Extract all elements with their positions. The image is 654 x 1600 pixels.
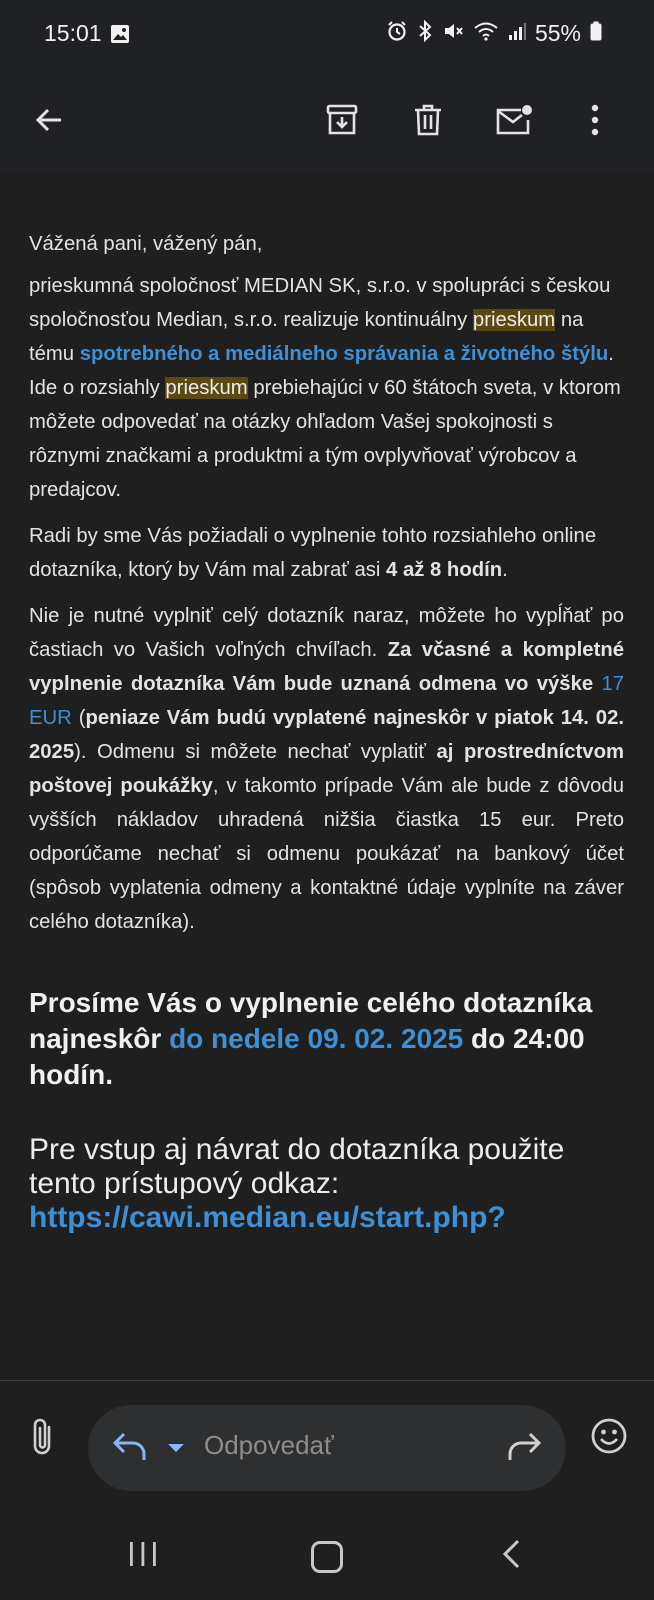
text: Radi by sme Vás požiadali o vyplnenie tohto rozsiahleho online dotazníka, ktorý by Vám mal zabrať asi [29, 525, 597, 581]
reply-input[interactable] [88, 1405, 566, 1491]
paragraph-duration [29, 519, 624, 587]
text: do 24:00 hodín. [29, 1023, 585, 1090]
text: prieskumná spoločnosť MEDIAN SK, s.r.o. v spolupráci s českou spoločnosťou Median, s.r.o. realizuje kontinuálny [29, 275, 611, 331]
postal-order-text: aj prostredníctvom poštovej poukážky [29, 741, 624, 797]
wifi-icon [473, 20, 499, 47]
delete-button[interactable] [402, 96, 454, 148]
email-toolbar [0, 70, 654, 173]
back-arrow-icon [33, 104, 65, 141]
system-nav-bar [0, 1520, 654, 1600]
archive-icon [325, 103, 359, 142]
paperclip-icon [29, 1417, 55, 1462]
text: . Ide o rozsiahly [29, 343, 614, 399]
topic-link[interactable]: spotrebného a mediálneho správania a životného štýlu [79, 343, 609, 365]
text: , v takomto prípade Vám ale bude z dôvodu vyšších nákladov uhradená nižšia čiastka 15 eur. Preto odporúčame nechať si odmenu poukázať na bankový účet (spôsob vyplatenia odmeny a kontaktné údaje vyplníte na záver celého dotazníka). [29, 775, 624, 933]
reward-text: Za včasné a kompletné vyplnenie dotazníka Vám bude uznaná odmena vo výške [29, 639, 624, 695]
image-icon [110, 24, 130, 49]
text: ). Odmenu si môžete nechať vyplatiť [74, 741, 437, 763]
mark-unread-icon [495, 104, 533, 141]
text: ( [71, 707, 86, 729]
emoji-button[interactable] [590, 1417, 628, 1460]
battery-icon [590, 21, 602, 46]
search-highlight: prieskum [472, 309, 556, 331]
greeting: Vážená pani, vážený pán, [29, 233, 263, 255]
archive-button[interactable] [316, 96, 368, 148]
access-heading [29, 1133, 624, 1235]
attach-button[interactable] [22, 1411, 62, 1467]
paragraph-intro [29, 269, 624, 507]
nav-back-icon[interactable] [500, 1538, 522, 1575]
email-body [29, 227, 624, 1235]
signal-icon [508, 21, 526, 46]
alarm-icon [386, 20, 408, 47]
mute-icon [442, 20, 464, 47]
recent-apps-icon[interactable] [128, 1539, 158, 1574]
search-highlight: prieskum [165, 377, 248, 399]
home-icon[interactable] [311, 1541, 343, 1573]
more-options-button[interactable] [569, 96, 621, 148]
text: Pre vstup aj návrat do dotazníka použite tento prístupový odkaz: [29, 1133, 565, 1200]
text: Prosíme Vás o vyplnenie celého dotazníka najneskôr [29, 987, 593, 1054]
deadline-heading [29, 985, 624, 1093]
reply-bar [0, 1381, 654, 1520]
trash-icon [412, 103, 444, 142]
status-icons [386, 20, 602, 47]
status-time: 15:01 [44, 20, 102, 46]
text: na tému [29, 309, 584, 365]
forward-icon[interactable] [506, 1430, 542, 1469]
text: prebiehajúci v 60 štátoch sveta, v ktorom môžete odpovedať na otázky ohľadom Vašej spokojnosti s rôznymi značkami a produktmi a tým ovplyvňovať výrobcov a predajcov. [29, 377, 621, 501]
more-vert-icon [590, 104, 600, 141]
emoji-icon [590, 1442, 628, 1459]
paragraph-reward [29, 599, 624, 939]
reward-amount-link[interactable]: 17 EUR [29, 673, 624, 729]
reply-icon[interactable] [112, 1430, 148, 1469]
back-button[interactable] [23, 96, 75, 148]
chevron-down-icon[interactable] [166, 1441, 186, 1459]
bluetooth-icon [417, 20, 433, 47]
battery-percent: 55% [534, 20, 581, 46]
deadline-link[interactable]: do nedele 09. 02. 2025 [169, 1023, 464, 1054]
reply-placeholder: Odpovedať [204, 1430, 334, 1460]
text: Nie je nutné vyplniť celý dotazník naraz, môžete ho vypĺňať po častiach vo Vašich voľných chvíľach. [29, 605, 624, 661]
email-content[interactable] [0, 173, 654, 1380]
mark-unread-button[interactable] [488, 96, 540, 148]
text: . [502, 559, 508, 581]
status-bar [0, 0, 654, 70]
payout-date-text: peniaze Vám budú vyplatené najneskôr v piatok 14. 02. 2025 [29, 707, 625, 763]
duration-text: 4 až 8 hodín [386, 559, 503, 581]
survey-url-link[interactable]: https://cawi.median.eu/start.php? [29, 1201, 506, 1234]
